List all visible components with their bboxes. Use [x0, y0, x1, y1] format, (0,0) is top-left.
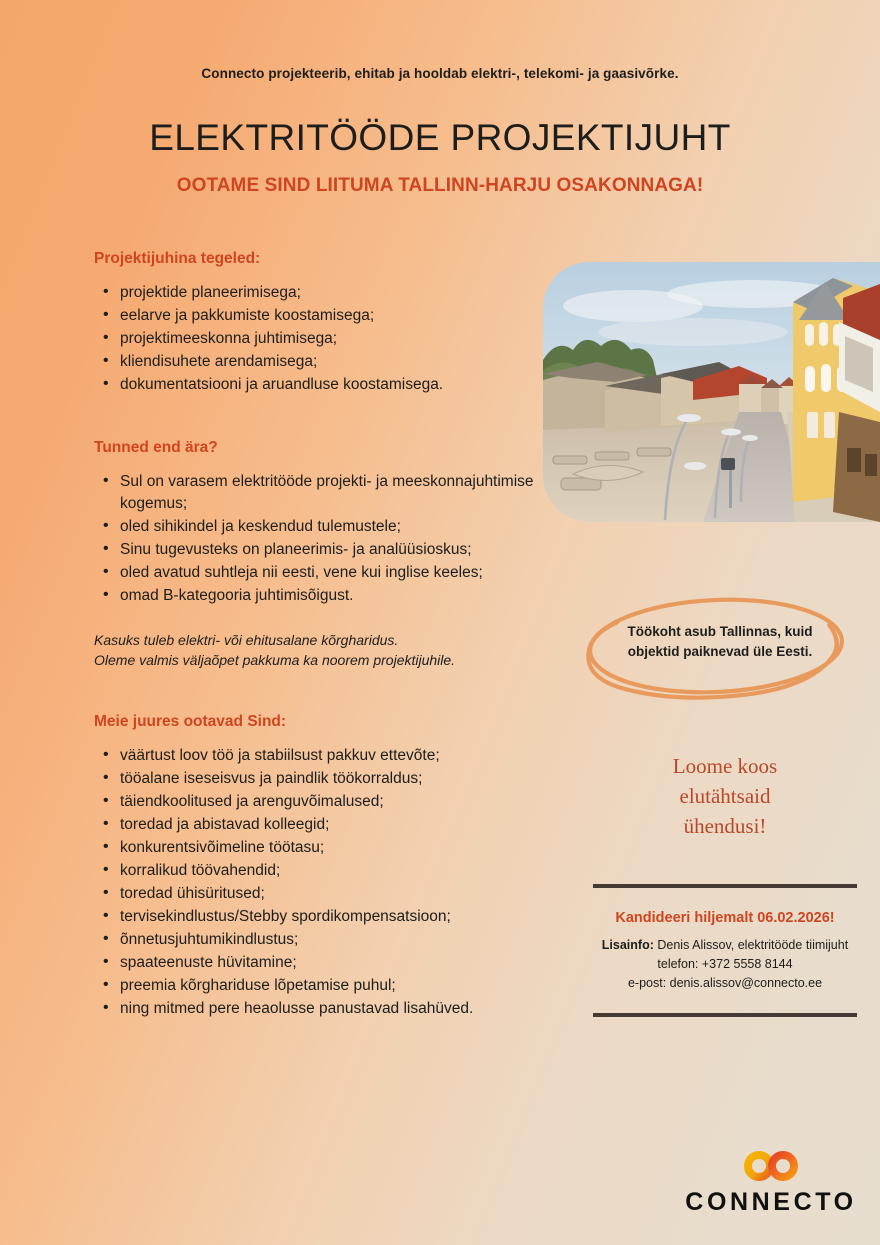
- list-item: • eelarve ja pakkumiste koostamisega;: [120, 305, 564, 327]
- list-item: • Sinu tugevusteks on planeerimis- ja analüüsioskus;: [120, 539, 564, 561]
- company-logo: [676, 1150, 866, 1217]
- contact-block: [593, 884, 857, 1017]
- duties-list: [94, 282, 564, 396]
- location-callout-text: [604, 622, 836, 661]
- duties-heading: Projektijuhina tegeled:: [94, 250, 261, 267]
- offer-list: [94, 745, 564, 1020]
- list-item: • toredad ja abistavad kolleegid;: [120, 814, 564, 836]
- requirements-section: [94, 439, 564, 671]
- slogan-line-1: Loome koos: [672, 754, 778, 778]
- offer-heading: Meie juures ootavad Sind:: [94, 712, 287, 730]
- education-note-line-1: Kasuks tuleb elektri- või ehitusalane kõrgharidus.: [94, 632, 399, 648]
- list-item: • tervisekindlustus/Stebby spordikompensatsioon;: [120, 906, 564, 928]
- list-item: • projektimeeskonna juhtimisega;: [120, 328, 564, 350]
- application-deadline: Kandideeri hiljemalt 06.02.2026!: [615, 910, 835, 926]
- contact-label: Lisainfo:: [601, 938, 654, 952]
- list-item: • preemia kõrghariduse lõpetamise puhul;: [120, 975, 564, 997]
- list-item: • konkurentsivõimeline töötasu;: [120, 837, 564, 859]
- list-item: • kliendisuhete arendamisega;: [120, 351, 564, 373]
- list-item: • toredad ühisüritused;: [120, 883, 564, 905]
- list-item: • tööalane iseseisvus ja paindlik töökorraldus;: [120, 768, 564, 790]
- list-item: • õnnetusjuhtumikindlustus;: [120, 929, 564, 951]
- requirements-heading: Tunned end ära?: [94, 439, 218, 456]
- slogan-line-2: elutähtsaid: [679, 783, 771, 808]
- connecto-rings-icon: [740, 1150, 802, 1182]
- list-item: • Sul on varasem elektritööde projekti- ja meeskonnajuhtimise kogemus;: [120, 471, 564, 515]
- callout-line-1: Töökoht asub Tallinnas, kuid: [627, 624, 813, 639]
- list-item: • dokumentatsiooni ja aruandluse koostamisega.: [120, 374, 564, 396]
- contact-phone[interactable]: telefon: +372 5558 8144: [657, 956, 793, 971]
- contact-person: Denis Alissov, elektritööde tiimijuht: [653, 938, 849, 952]
- education-note-line-2: Oleme valmis väljaõpet pakkuma ka noorem projektijuhile.: [94, 652, 456, 669]
- callout-line-2: objektid paiknevad üle Eesti.: [627, 643, 813, 659]
- logo-wordmark: CONNECTO: [685, 1188, 857, 1216]
- slogan-line-3: ühendusi!: [683, 813, 767, 838]
- duties-section: [94, 250, 564, 396]
- divider-bottom: [593, 1013, 857, 1017]
- list-item: • omad B-kategooria juhtimisõigust.: [120, 585, 564, 607]
- page-subtitle: OOTAME SIND LIITUMA TALLINN-HARJU OSAKONNAGA!: [176, 175, 704, 196]
- list-item: • spaateenuste hüvitamine;: [120, 952, 564, 974]
- list-item: • ning mitmed pere heaolusse panustavad lisahüved.: [120, 998, 564, 1020]
- list-item: • oled sihikindel ja keskendud tulemustele;: [120, 516, 564, 538]
- requirements-list: [94, 471, 564, 607]
- left-content-column: [94, 250, 564, 1021]
- town-street-photo: [543, 262, 880, 522]
- offer-section: [94, 713, 564, 1020]
- list-item: • väärtust loov töö ja stabiilsust pakkuv ettevõte;: [120, 745, 564, 767]
- list-item: • projektide planeerimisega;: [120, 282, 564, 304]
- contact-details: [593, 936, 857, 992]
- page-title: ELEKTRITÖÖDE PROJEKTIJUHT: [149, 117, 731, 158]
- list-item: • korralikud töövahendid;: [120, 860, 564, 882]
- brand-slogan: [600, 752, 850, 841]
- list-item: • täiendkoolitused ja arenguvõimalused;: [120, 791, 564, 813]
- contact-person-line: [593, 936, 857, 955]
- contact-email[interactable]: e-post: denis.alissov@connecto.ee: [627, 975, 823, 990]
- company-tagline: Connecto projekteerib, ehitab ja hooldab elektri-, telekomi- ja gaasivõrke.: [201, 66, 679, 81]
- location-callout: [578, 592, 858, 704]
- divider-top: [593, 884, 857, 888]
- list-item: • oled avatud suhtleja nii eesti, vene kui inglise keeles;: [120, 562, 564, 584]
